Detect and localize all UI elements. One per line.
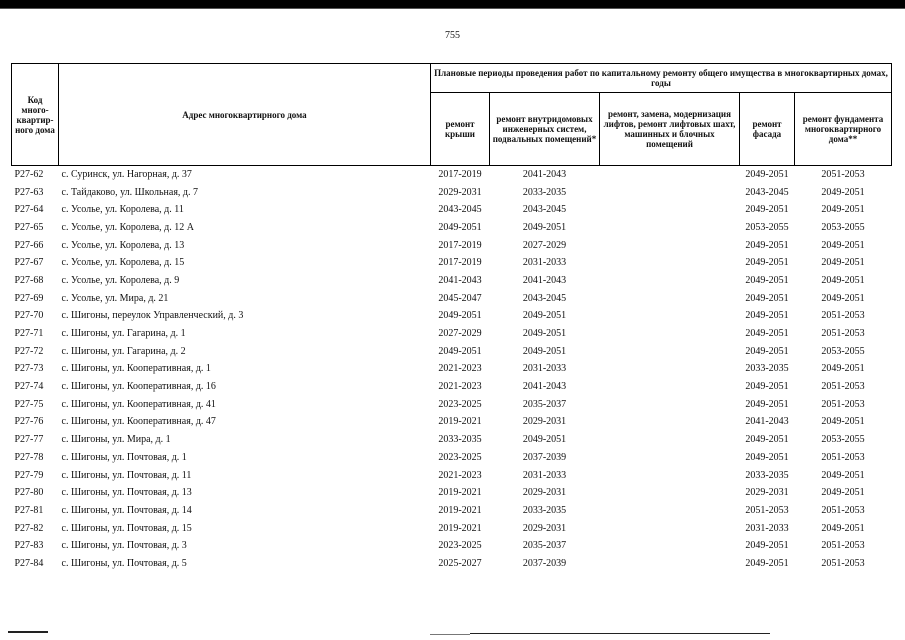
cell-code: Р27-72 [14,345,44,357]
cell-engineering: 2035-2037 [522,540,567,552]
cell-engineering: 2037-2039 [522,557,567,569]
cell-engineering: 2027-2029 [522,239,567,251]
cell-code: Р27-78 [14,451,44,463]
cell-engineering: 2029-2031 [522,522,567,534]
cell-facade: 2033-2035 [745,469,789,481]
cell-address: с. Шигоны, ул. Почтовая, д. 1 [61,451,187,463]
table-row [12,467,892,485]
cell-elevators [600,414,740,432]
header-address: Адрес многоквартирного дома [59,64,431,166]
cell-code: Р27-80 [14,487,44,499]
cell-foundation: 2051-2053 [821,310,865,322]
table-row [12,520,892,538]
cell-address: с. Шигоны, ул. Гагарина, д. 2 [61,345,186,357]
cell-elevators [600,537,740,555]
cell-address: с. Усолье, ул. Королева, д. 9 [61,274,180,286]
top-border-rule-thin [0,8,905,9]
cell-roof: 2043-2045 [438,204,482,216]
cell-facade: 2053-2055 [745,221,789,233]
cell-roof: 2023-2025 [438,540,482,552]
table-row [12,343,892,361]
cell-elevators [600,184,740,202]
cell-facade: 2029-2031 [745,487,789,499]
cell-foundation: 2049-2051 [821,363,865,375]
top-border-rule [0,0,905,8]
cell-roof: 2023-2025 [438,451,482,463]
cell-code: Р27-69 [14,292,44,304]
cell-code: Р27-83 [14,540,44,552]
cell-code: Р27-65 [14,221,44,233]
table-row [12,290,892,308]
cell-facade: 2041-2043 [745,416,789,428]
table-row [12,272,892,290]
cell-code: Р27-64 [14,204,44,216]
cell-code: Р27-81 [14,504,44,516]
cell-roof: 2021-2023 [438,469,482,481]
cell-foundation: 2049-2051 [821,204,865,216]
cell-elevators [600,378,740,396]
cell-code: Р27-71 [14,328,44,340]
cell-address: с. Шигоны, ул. Почтовая, д. 5 [61,557,187,569]
cell-code: Р27-63 [14,186,44,198]
cell-code: Р27-77 [14,434,44,446]
cell-elevators [600,520,740,538]
table-row [12,555,892,573]
cell-foundation: 2051-2053 [821,557,865,569]
cell-facade: 2049-2051 [745,557,789,569]
cell-elevators [600,166,740,184]
bottom-rule-left [8,631,48,633]
cell-code: Р27-70 [14,310,44,322]
cell-foundation: 2053-2055 [821,345,865,357]
header-facade: ремонт фасада [740,93,795,166]
cell-roof: 2025-2027 [438,557,482,569]
table-body [12,166,892,573]
cell-elevators [600,467,740,485]
capital-repair-table [11,63,892,573]
cell-facade: 2051-2053 [745,504,789,516]
cell-address: с. Шигоны, ул. Кооперативная, д. 47 [61,416,216,428]
cell-address: с. Шигоны, ул. Кооперативная, д. 1 [61,363,211,375]
cell-engineering: 2029-2031 [522,487,567,499]
cell-address: с. Усолье, ул. Королева, д. 15 [61,257,185,269]
cell-code: Р27-66 [14,239,44,251]
cell-engineering: 2031-2033 [522,363,567,375]
cell-code: Р27-75 [14,398,44,410]
cell-facade: 2049-2051 [745,540,789,552]
cell-address: с. Шигоны, ул. Кооперативная, д. 16 [61,381,216,393]
cell-elevators [600,502,740,520]
cell-facade: 2049-2051 [745,239,789,251]
cell-address: с. Усолье, ул. Мира, д. 21 [61,292,169,304]
cell-engineering: 2041-2043 [522,381,567,393]
cell-address: с. Суринск, ул. Нагорная, д. 37 [61,168,192,180]
cell-engineering: 2049-2051 [522,221,567,233]
cell-roof: 2027-2029 [438,328,482,340]
cell-address: с. Шигоны, ул. Гагарина, д. 1 [61,328,186,340]
header-row-top [12,64,892,93]
page-number: 755 [445,30,460,41]
cell-engineering: 2043-2045 [522,204,567,216]
cell-engineering: 2031-2033 [522,469,567,481]
cell-roof: 2049-2051 [438,221,482,233]
cell-foundation: 2049-2051 [821,274,865,286]
cell-address: с. Усолье, ул. Королева, д. 13 [61,239,185,251]
table-row [12,378,892,396]
table-row [12,325,892,343]
cell-facade: 2049-2051 [745,451,789,463]
cell-foundation: 2049-2051 [821,186,865,198]
table-row [12,396,892,414]
table-row [12,449,892,467]
cell-code: Р27-62 [14,168,44,180]
table-row [12,237,892,255]
cell-roof: 2019-2021 [438,504,482,516]
cell-facade: 2043-2045 [745,186,789,198]
cell-engineering: 2041-2043 [522,168,567,180]
table-row [12,431,892,449]
bottom-rule-mid [430,634,470,635]
cell-foundation: 2051-2053 [821,168,865,180]
table-row [12,166,892,184]
cell-engineering: 2033-2035 [522,186,567,198]
cell-address: с. Шигоны, ул. Почтовая, д. 13 [61,487,192,499]
cell-roof: 2019-2021 [438,487,482,499]
cell-engineering: 2049-2051 [522,328,567,340]
cell-roof: 2019-2021 [438,522,482,534]
table-row [12,484,892,502]
cell-facade: 2049-2051 [745,310,789,322]
cell-elevators [600,449,740,467]
cell-facade: 2031-2033 [745,522,789,534]
cell-foundation: 2051-2053 [821,398,865,410]
cell-address: с. Шигоны, ул. Мира, д. 1 [61,434,171,446]
cell-roof: 2021-2023 [438,381,482,393]
cell-elevators [600,290,740,308]
header-periods-group: Плановые периоды проведения работ по капитальному ремонту общего имущества в многоквартирных домах, годы [431,64,892,93]
cell-engineering: 2043-2045 [522,292,567,304]
cell-elevators [600,237,740,255]
cell-address: с. Шигоны, ул. Почтовая, д. 3 [61,540,187,552]
cell-roof: 2041-2043 [438,274,482,286]
cell-roof: 2019-2021 [438,416,482,428]
cell-roof: 2049-2051 [438,310,482,322]
table-row [12,414,892,432]
cell-roof: 2033-2035 [438,434,482,446]
cell-roof: 2049-2051 [438,345,482,357]
cell-foundation: 2049-2051 [821,522,865,534]
cell-engineering: 2029-2031 [522,416,567,428]
cell-code: Р27-76 [14,416,44,428]
cell-code: Р27-73 [14,363,44,375]
cell-foundation: 2049-2051 [821,292,865,304]
cell-facade: 2049-2051 [745,257,789,269]
cell-elevators [600,201,740,219]
cell-elevators [600,325,740,343]
cell-facade: 2049-2051 [745,345,789,357]
cell-foundation: 2049-2051 [821,469,865,481]
table-row [12,254,892,272]
cell-facade: 2049-2051 [745,381,789,393]
cell-roof: 2029-2031 [438,186,482,198]
cell-address: с. Шигоны, ул. Почтовая, д. 15 [61,522,192,534]
header-roof: ремонт крыши [431,93,490,166]
cell-address: с. Шигоны, ул. Почтовая, д. 11 [61,469,192,481]
cell-elevators [600,308,740,326]
cell-facade: 2049-2051 [745,292,789,304]
cell-engineering: 2031-2033 [522,257,567,269]
cell-facade: 2049-2051 [745,274,789,286]
header-code: Код много-квартир-ного дома [12,64,59,166]
cell-elevators [600,254,740,272]
cell-facade: 2049-2051 [745,168,789,180]
cell-address: с. Шигоны, ул. Кооперативная, д. 41 [61,398,216,410]
cell-engineering: 2033-2035 [522,504,567,516]
cell-engineering: 2049-2051 [522,345,567,357]
cell-code: Р27-68 [14,274,44,286]
header-foundation: ремонт фундамента многоквартирного дома** [795,93,892,166]
cell-code: Р27-84 [14,557,44,569]
cell-elevators [600,431,740,449]
table-row [12,537,892,555]
cell-roof: 2017-2019 [438,239,482,251]
table-row [12,502,892,520]
cell-elevators [600,396,740,414]
table-header [12,64,892,166]
cell-address: с. Тайдаково, ул. Школьная, д. 7 [61,186,199,198]
bottom-rule-right [470,633,770,634]
cell-foundation: 2053-2055 [821,221,865,233]
cell-elevators [600,555,740,573]
table-row [12,308,892,326]
cell-engineering: 2037-2039 [522,451,567,463]
cell-foundation: 2049-2051 [821,239,865,251]
cell-foundation: 2049-2051 [821,487,865,499]
cell-elevators [600,272,740,290]
cell-address: с. Шигоны, ул. Почтовая, д. 14 [61,504,192,516]
cell-foundation: 2051-2053 [821,451,865,463]
cell-code: Р27-82 [14,522,44,534]
cell-elevators [600,361,740,379]
header-engineering: ремонт внутридомовых инженерных систем, подвальных помещений* [490,93,600,166]
cell-engineering: 2041-2043 [522,274,567,286]
cell-facade: 2049-2051 [745,328,789,340]
cell-facade: 2049-2051 [745,398,789,410]
cell-roof: 2017-2019 [438,168,482,180]
cell-code: Р27-67 [14,257,44,269]
cell-address: с. Усолье, ул. Королева, д. 12 А [61,221,194,233]
cell-roof: 2045-2047 [438,292,482,304]
cell-address: с. Шигоны, переулок Управленческий, д. 3 [61,310,244,322]
table-row [12,201,892,219]
cell-engineering: 2049-2051 [522,434,567,446]
table-row [12,219,892,237]
cell-elevators [600,219,740,237]
cell-foundation: 2051-2053 [821,381,865,393]
cell-engineering: 2035-2037 [522,398,567,410]
cell-address: с. Усолье, ул. Королева, д. 11 [61,204,184,216]
cell-facade: 2049-2051 [745,204,789,216]
cell-code: Р27-79 [14,469,44,481]
cell-facade: 2049-2051 [745,434,789,446]
cell-foundation: 2049-2051 [821,257,865,269]
cell-roof: 2023-2025 [438,398,482,410]
cell-engineering: 2049-2051 [522,310,567,322]
cell-roof: 2021-2023 [438,363,482,375]
cell-elevators [600,484,740,502]
cell-foundation: 2051-2053 [821,504,865,516]
cell-foundation: 2051-2053 [821,328,865,340]
cell-elevators [600,343,740,361]
cell-foundation: 2049-2051 [821,416,865,428]
cell-foundation: 2051-2053 [821,540,865,552]
cell-code: Р27-74 [14,381,44,393]
cell-roof: 2017-2019 [438,257,482,269]
header-elevators: ремонт, замена, модернизация лифтов, ремонт лифтовых шахт, машинных и блочных помещений [600,93,740,166]
table-row [12,184,892,202]
cell-foundation: 2053-2055 [821,434,865,446]
table-row [12,361,892,379]
cell-facade: 2033-2035 [745,363,789,375]
